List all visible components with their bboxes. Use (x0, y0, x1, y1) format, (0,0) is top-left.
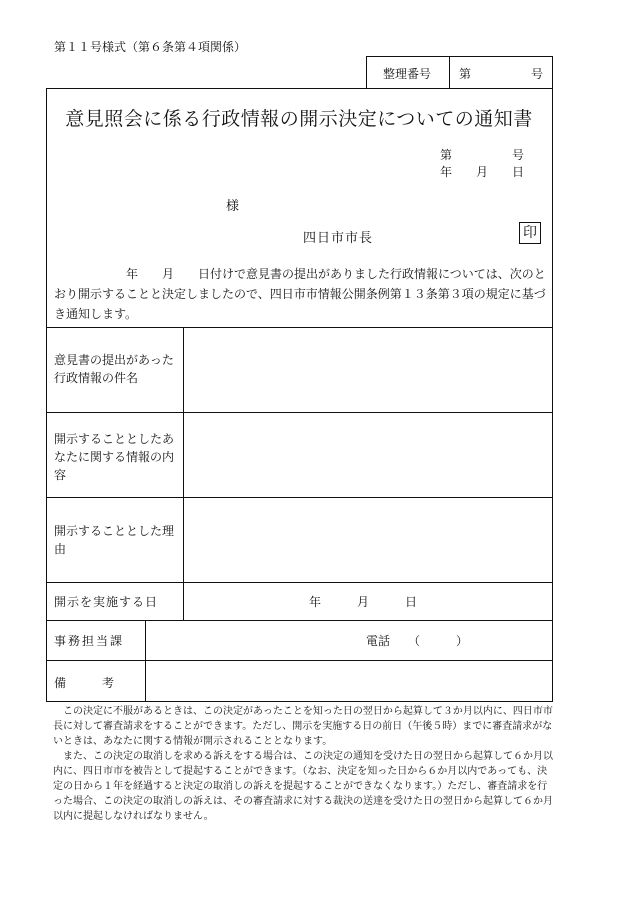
document-title: 意見照会に係る行政情報の開示決定についての通知書 (65, 108, 533, 130)
document-date: 年 月 日 (440, 165, 525, 179)
reason-label: 開示することとした理由 (54, 524, 175, 556)
reason-field[interactable] (186, 500, 548, 580)
form-number-label: 第１１号様式（第６条第４項関係） (54, 40, 247, 54)
department-label: 事務担当課 (54, 634, 125, 648)
department-field[interactable] (150, 623, 350, 657)
issuer-name: 四日市市長 (303, 231, 374, 246)
disclosed-info-field[interactable] (186, 415, 548, 495)
instructions-notes (53, 704, 553, 824)
subject-field[interactable] (186, 330, 548, 410)
phone-value[interactable]: 電話 （ ） (366, 634, 469, 648)
notice-body: 年 月 日付けで意見書の提出がありました行政情報については、次のとおり開示することと決定しましたので、四日市市情報公開条例第１３条第３項の規定に基づき通知します。 (54, 267, 546, 321)
appeal-note: この決定に不服があるときは、この決定があったことを知った日の翌日から起算して３か月以内に、四日市市長に対して審査請求をすることができます。ただし、開示を実施する日の前日（午後５時）までに審査請求がないときは、あなたに関する情報が開示されることとなります。 (53, 706, 553, 747)
document-number: 第 号 (440, 148, 525, 162)
disclosed-info-label: 開示することとしたあなたに関する情報の内容 (54, 432, 175, 482)
disclosure-date-value[interactable]: 年 月 日 (309, 595, 418, 609)
remarks-field[interactable] (150, 663, 548, 699)
disclosure-date-label: 開示を実施する日 (54, 595, 159, 609)
subject-label: 意見書の提出があった行政情報の件名 (54, 353, 174, 385)
addressee-suffix: 様 (226, 199, 240, 214)
lawsuit-note: また、この決定の取消しを求める訴えをする場合は、この決定の通知を受けた日の翌日から起算して６か月以内に、四日市市を被告として提起することができます。（なお、決定を知った日から６か月以内であっても、決定の日から１年を経過すると決定の取消しの訴えを提起することができなくなります。）ただし、審査請求を行った場合、この決定の取消しの訴えは、その審査請求に対する裁決の送達を受けた日の翌日から起算して６か月以内に提起しなければなりません。 (53, 751, 553, 822)
registration-number-label: 整理番号 (383, 67, 432, 81)
remarks-label: 備 考 (54, 676, 115, 690)
registration-number-value[interactable]: 第 号 (459, 67, 544, 81)
seal-mark: 印 (519, 222, 541, 244)
